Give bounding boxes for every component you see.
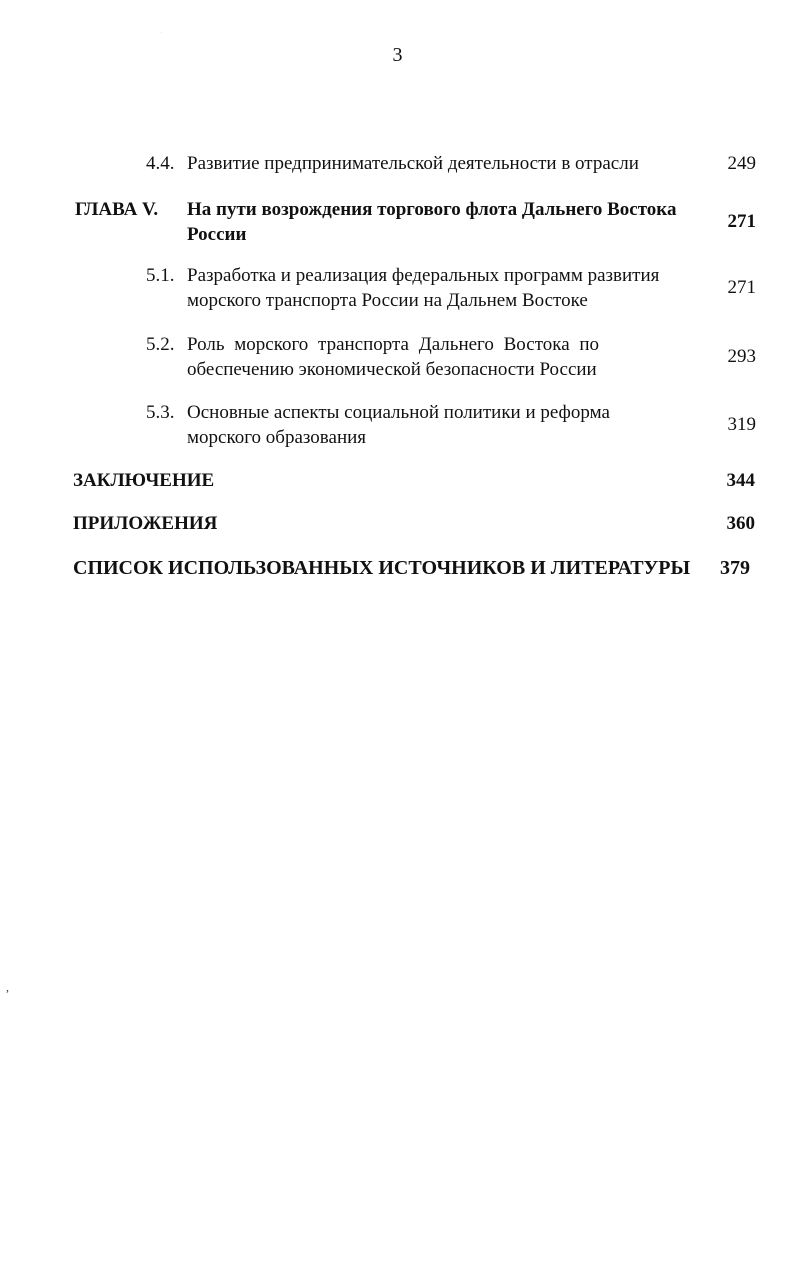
entry-title: СПИСОК ИСПОЛЬЗОВАННЫХ ИСТОЧНИКОВ И ЛИТЕРАТУРЫ xyxy=(73,557,691,579)
entry-page: 360 xyxy=(726,513,755,534)
entry-number: 5.3. xyxy=(146,402,175,423)
chapter-title-line-1: На пути возрождения торгового флота Дальнего Востока xyxy=(187,199,677,220)
entry-page: 379 xyxy=(720,557,750,579)
entry-title-line-1: Основные аспекты социальной политики и реформа xyxy=(187,402,610,423)
entry-page: 319 xyxy=(727,414,756,435)
chapter-title-line-2: России xyxy=(187,224,247,245)
entry-title: Развитие предпринимательской деятельности в отрасли xyxy=(187,153,639,174)
entry-title-line-2: морского образования xyxy=(187,427,367,448)
entry-number: 5.2. xyxy=(146,334,175,355)
entry-title: ПРИЛОЖЕНИЯ xyxy=(73,513,218,534)
entry-page: 293 xyxy=(727,346,756,367)
entry-title-line-2: морского транспорта России на Дальнем Востоке xyxy=(187,290,588,311)
entry-number: 4.4. xyxy=(146,153,175,174)
entry-page: 344 xyxy=(726,470,755,491)
page-number: 3 xyxy=(392,44,403,66)
entry-title-line-2: обеспечению экономической безопасности России xyxy=(187,359,597,380)
entry-page: 271 xyxy=(727,211,756,232)
entry-title-line-1: Разработка и реализация федеральных программ развития xyxy=(187,265,660,286)
scan-speck: , xyxy=(6,980,9,994)
entry-page: 271 xyxy=(727,277,756,298)
scan-speck: · xyxy=(160,30,162,36)
entry-number: 5.1. xyxy=(146,265,175,286)
entry-page: 249 xyxy=(727,153,756,174)
chapter-label: ГЛАВА V. xyxy=(75,199,159,220)
entry-title: ЗАКЛЮЧЕНИЕ xyxy=(73,470,215,491)
entry-title-line-1: Роль морского транспорта Дальнего Востока по xyxy=(187,334,600,355)
